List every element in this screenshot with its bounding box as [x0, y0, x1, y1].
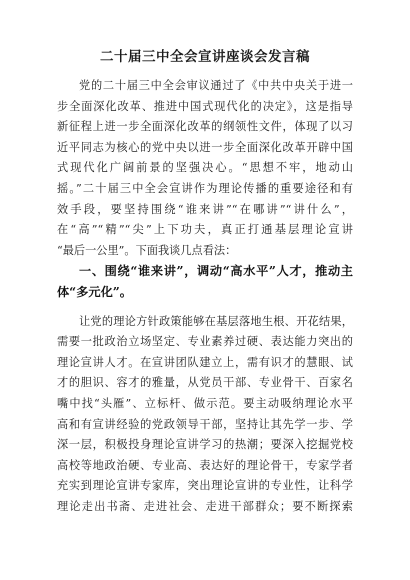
paragraph-line: 在“高”“精”“尖”上下功夫，真正打通基层理论宣讲	[57, 223, 353, 237]
paragraph-spacer	[57, 303, 353, 312]
paragraph-line: 新征程上进一步全面深化改革的纲领性文件，体现了以习	[57, 120, 353, 134]
document-title: 二十届三中全会宣讲座谈会发言稿	[100, 49, 310, 65]
paragraph-line: 效手段，要坚持围绕“谁来讲”“在哪讲”“讲什么”，	[57, 202, 353, 216]
paragraph-line: 式现代化广阔前景的坚强决心。“思想不牢，地动山	[57, 161, 353, 175]
paragraph-line: 需要一批政治立场坚定、专业素养过硬、表达能力突出的	[57, 335, 353, 349]
heading-line: 一、围绕“谁来讲”，调动“高水平”人才，推动主	[79, 264, 353, 279]
heading-line: 体“多元化”。	[57, 284, 132, 299]
paragraph-line: 充实到理论宣讲专家库，突出理论宣讲的专业性，让科学	[57, 479, 353, 493]
paragraph-line: 摇。”二十届三中全会宣讲作为理论传播的重要途径和有	[57, 181, 353, 195]
document-body	[57, 76, 353, 517]
paragraph-line: 嘴中找“头雁”、立标杆、做示范。要主动吸纳理论水平	[57, 396, 353, 410]
paragraph-line: 理论走出书斋、走进社会、走进干部群众；要不断探索	[57, 499, 353, 513]
section-paragraph-1	[57, 312, 353, 518]
paragraph-line: 党的二十届三中全会审议通过了《中共中央关于进一	[79, 79, 353, 92]
paragraph-line: 步全面深化改革、推进中国式现代化的决定》，这是指导	[57, 99, 353, 113]
paragraph-line: 让党的理论方针政策能够在基层落地生根、开花结果，	[79, 314, 353, 328]
paragraph-line: “最后一公里”。下面我谈几点看法：	[57, 243, 237, 257]
paragraph-line: 理论宣讲人才。在宣讲团队建立上，需有识才的慧眼、试	[57, 355, 353, 369]
paragraph-line: 高校等地政治硬、专业高、表达好的理论骨干，专家学者	[57, 458, 353, 472]
paragraph-line: 深一层，积极投身理论宣讲学习的热潮；要深入挖掘党校	[57, 438, 353, 452]
section-heading-1	[57, 261, 353, 302]
paragraph-line: 近平同志为核心的党中央以进一步全面深化改革开辟中国	[57, 140, 353, 154]
paragraph-line: 才的胆识、容才的雅量，从党员干部、专业骨干、百家名	[57, 376, 353, 390]
intro-paragraph	[57, 76, 353, 261]
paragraph-line: 高和有宣讲经验的党政领导干部，坚持让其先学一步、学	[57, 417, 353, 431]
